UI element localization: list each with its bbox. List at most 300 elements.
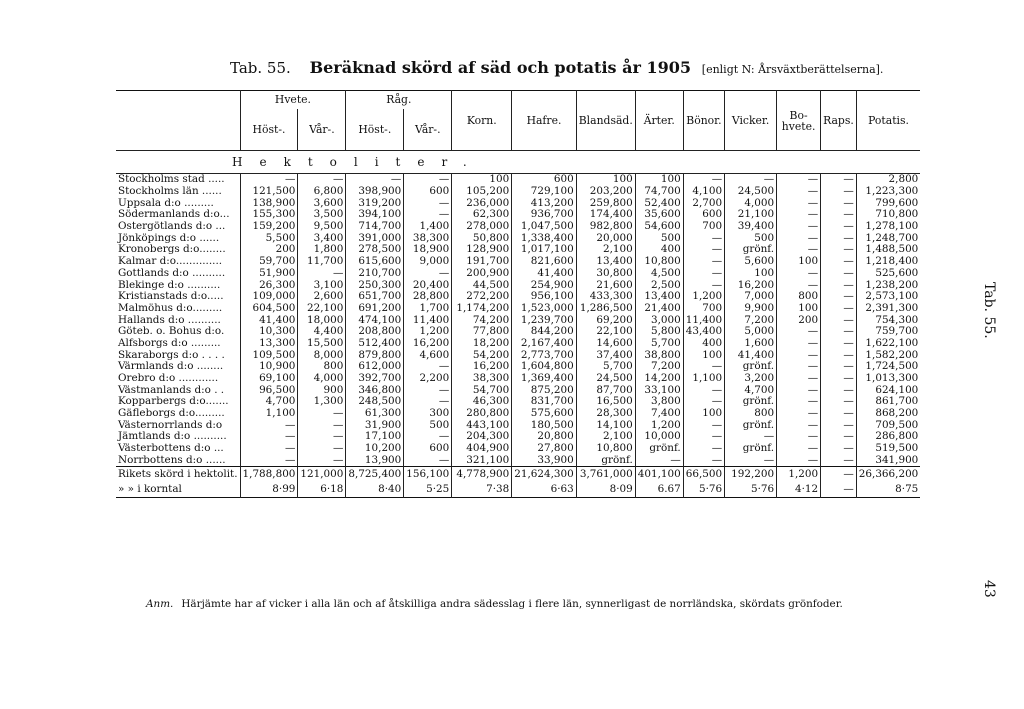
cell-value: 5·25 <box>404 482 452 498</box>
footnote-text: Härjämte har af vicker i alla län och af åtskilliga andra sädesslag i flere län, synnerligast de norrländska, skördats grönfoder. <box>181 598 843 610</box>
row-label: Örebro d:o ............ <box>118 372 219 385</box>
cell-value: 21,400 <box>635 303 683 315</box>
cell-value: 278,500 <box>346 244 404 256</box>
cell-value: 100 <box>777 303 821 315</box>
col-hvete: Hvete. <box>240 91 346 109</box>
cell-value: — <box>821 186 857 198</box>
table-row <box>116 209 920 221</box>
cell-value: 87,700 <box>576 384 635 396</box>
cell-value: 31,900 <box>346 419 404 431</box>
cell-value: grönf. <box>725 244 777 256</box>
table-row <box>116 256 920 268</box>
cell-value: 600 <box>683 209 724 221</box>
cell-value: 16,200 <box>404 338 452 350</box>
cell-value: — <box>821 232 857 244</box>
cell-value: — <box>298 431 346 443</box>
cell-value: 7·38 <box>452 482 512 498</box>
cell-value: 831,700 <box>512 396 577 408</box>
cell-value: 1,369,400 <box>512 373 577 385</box>
cell-value: 41,400 <box>725 349 777 361</box>
row-label: Norrbottens d:o ...... <box>118 454 226 466</box>
cell-value: 4,700 <box>725 384 777 396</box>
row-label: Västerbottens d:o ... <box>118 442 224 455</box>
cell-value: 821,600 <box>512 256 577 268</box>
cell-value: 21,100 <box>725 209 777 221</box>
cell-value: 500 <box>725 232 777 244</box>
table-row <box>116 396 920 408</box>
cell-value: — <box>777 232 821 244</box>
cell-value: 1,582,200 <box>856 349 920 361</box>
cell-value: 30,800 <box>576 268 635 280</box>
cell-value: 20,800 <box>512 431 577 443</box>
cell-value: — <box>683 256 724 268</box>
cell-value: — <box>821 443 857 455</box>
cell-value: — <box>821 482 857 498</box>
cell-value: 4,000 <box>298 373 346 385</box>
cell-value: — <box>821 338 857 350</box>
cell-value: 37,400 <box>576 349 635 361</box>
cell-value: 346,800 <box>346 384 404 396</box>
cell-value: 341,900 <box>856 455 920 467</box>
cell-value: 33,100 <box>635 384 683 396</box>
cell-value: 39,400 <box>725 221 777 233</box>
cell-value: 879,800 <box>346 349 404 361</box>
cell-value: — <box>683 396 724 408</box>
cell-value: — <box>777 373 821 385</box>
cell-value: 2,600 <box>298 291 346 303</box>
cell-value: 624,100 <box>856 384 920 396</box>
cell-value: 4,100 <box>683 186 724 198</box>
cell-value: 4,000 <box>725 197 777 209</box>
cell-value: 13,300 <box>240 338 298 350</box>
cell-value: 109,000 <box>240 291 298 303</box>
cell-value: — <box>404 268 452 280</box>
cell-value: 2,800 <box>856 174 920 186</box>
col-vicker: Vicker. <box>725 91 777 151</box>
cell-value: — <box>777 419 821 431</box>
cell-value: 3,200 <box>725 373 777 385</box>
cell-value: 50,800 <box>452 232 512 244</box>
cell-value: 1,223,300 <box>856 186 920 198</box>
cell-value: — <box>725 455 777 467</box>
cell-value: 433,300 <box>576 291 635 303</box>
col-rag: Råg. <box>346 91 452 109</box>
cell-value: 24,500 <box>576 373 635 385</box>
cell-value: 4,600 <box>404 349 452 361</box>
cell-value: 400 <box>683 338 724 350</box>
cell-value: 1,604,800 <box>512 361 577 373</box>
cell-value: 710,800 <box>856 209 920 221</box>
cell-value: 1,017,100 <box>512 244 577 256</box>
table-row <box>116 268 920 280</box>
cell-value: 3,000 <box>635 314 683 326</box>
cell-value: 392,700 <box>346 373 404 385</box>
cell-value: 46,300 <box>452 396 512 408</box>
cell-value: 250,300 <box>346 279 404 291</box>
cell-value: 5·76 <box>725 482 777 498</box>
cell-value: 272,200 <box>452 291 512 303</box>
cell-value: 8,000 <box>298 349 346 361</box>
cell-value: 100 <box>452 174 512 186</box>
cell-value: 2,200 <box>404 373 452 385</box>
cell-value: — <box>821 384 857 396</box>
cell-value: — <box>821 431 857 443</box>
cell-value: 800 <box>777 291 821 303</box>
col-blandsad: Blandsäd. <box>576 91 635 151</box>
cell-value: 2,773,700 <box>512 349 577 361</box>
cell-value: 300 <box>404 408 452 420</box>
cell-value: 16,200 <box>725 279 777 291</box>
cell-value: 174,400 <box>576 209 635 221</box>
cell-value: 1,218,400 <box>856 256 920 268</box>
cell-value: 1,523,000 <box>512 303 577 315</box>
cell-value: — <box>821 268 857 280</box>
cell-value: — <box>240 419 298 431</box>
cell-value: — <box>821 291 857 303</box>
cell-value: 868,200 <box>856 408 920 420</box>
cell-value: — <box>404 361 452 373</box>
cell-value: 28,800 <box>404 291 452 303</box>
cell-value: 8·99 <box>240 482 298 498</box>
table-row <box>116 326 920 338</box>
cell-value: 391,000 <box>346 232 404 244</box>
cell-value: 754,300 <box>856 314 920 326</box>
cell-value: 956,100 <box>512 291 577 303</box>
cell-value: 7,400 <box>635 408 683 420</box>
cell-value: — <box>683 455 724 467</box>
cell-value: — <box>404 174 452 186</box>
cell-value: 6·18 <box>298 482 346 498</box>
cell-value: 43,400 <box>683 326 724 338</box>
cell-value: 20,400 <box>404 279 452 291</box>
row-label: Västernorrlands d:o <box>118 419 223 431</box>
cell-value: 77,800 <box>452 326 512 338</box>
cell-value: 321,100 <box>452 455 512 467</box>
cell-value: 7,200 <box>725 314 777 326</box>
cell-value: 11,400 <box>683 314 724 326</box>
cell-value: 100 <box>683 408 724 420</box>
row-label: Värmlands d:o ........ <box>118 361 224 373</box>
cell-value: 26,366,200 <box>856 467 920 483</box>
cell-value: 3,400 <box>298 232 346 244</box>
cell-value: 500 <box>404 419 452 431</box>
cell-value: 278,000 <box>452 221 512 233</box>
cell-value: — <box>821 349 857 361</box>
cell-value: 17,100 <box>346 431 404 443</box>
cell-value: — <box>404 431 452 443</box>
cell-value: — <box>821 197 857 209</box>
col-bonor: Bönor. <box>683 91 724 151</box>
cell-value: 651,700 <box>346 291 404 303</box>
cell-value: 10,000 <box>635 431 683 443</box>
cell-value: — <box>404 396 452 408</box>
cell-value: 5·76 <box>683 482 724 498</box>
cell-value: 615,600 <box>346 256 404 268</box>
cell-value: 10,800 <box>576 443 635 455</box>
cell-value: 691,200 <box>346 303 404 315</box>
cell-value: — <box>777 361 821 373</box>
cell-value: 61,300 <box>346 408 404 420</box>
cell-value: 14,600 <box>576 338 635 350</box>
cell-value: 4,700 <box>240 396 298 408</box>
cell-value: — <box>821 373 857 385</box>
cell-value: 62,300 <box>452 209 512 221</box>
table-row <box>116 303 920 315</box>
cell-value: 1,300 <box>298 396 346 408</box>
cell-value: 9,500 <box>298 221 346 233</box>
cell-value: — <box>298 443 346 455</box>
col-hvete-var: Vår-. <box>298 109 346 151</box>
cell-value: 100 <box>777 256 821 268</box>
cell-value: 26,300 <box>240 279 298 291</box>
cell-value: — <box>240 431 298 443</box>
cell-value: 16,200 <box>452 361 512 373</box>
cell-value: 6,800 <box>298 186 346 198</box>
row-label: Malmöhus d:o......... <box>118 302 223 314</box>
table-row <box>116 232 920 244</box>
row-label: Kopparbergs d:o....... <box>118 396 229 408</box>
cell-value: — <box>777 186 821 198</box>
table-row <box>116 408 920 420</box>
cell-value: 700 <box>683 303 724 315</box>
cell-value: 28,300 <box>576 408 635 420</box>
cell-value: — <box>725 174 777 186</box>
cell-value: 100 <box>635 174 683 186</box>
cell-value: 4,400 <box>298 326 346 338</box>
cell-value: 41,400 <box>240 314 298 326</box>
cell-value: 2,500 <box>635 279 683 291</box>
cell-value: 21,624,300 <box>512 467 577 483</box>
cell-value: 27,800 <box>512 443 577 455</box>
table-row <box>116 361 920 373</box>
cell-value: 612,000 <box>346 361 404 373</box>
cell-value: 400 <box>635 244 683 256</box>
table-row <box>116 186 920 198</box>
cell-value: — <box>683 279 724 291</box>
cell-value: 512,400 <box>346 338 404 350</box>
cell-value: 210,700 <box>346 268 404 280</box>
table-source-note: [enligt N: Årsväxtberättelserna]. <box>701 63 884 76</box>
cell-value: 204,300 <box>452 431 512 443</box>
cell-value: 4,778,900 <box>452 467 512 483</box>
cell-value: 2,573,100 <box>856 291 920 303</box>
cell-value: — <box>777 209 821 221</box>
cell-value: 519,500 <box>856 443 920 455</box>
cell-value: 1,724,500 <box>856 361 920 373</box>
row-label: » » i korntal <box>118 483 182 496</box>
cell-value: 280,800 <box>452 408 512 420</box>
cell-value: 600 <box>404 186 452 198</box>
cell-value: 38,300 <box>404 232 452 244</box>
cell-value: 2,100 <box>576 244 635 256</box>
table-number: Tab. 55. <box>230 59 291 77</box>
cell-value: 128,900 <box>452 244 512 256</box>
cell-value: grönf. <box>725 361 777 373</box>
cell-value: 52,400 <box>635 197 683 209</box>
cell-value: 96,500 <box>240 384 298 396</box>
cell-value: 10,800 <box>635 256 683 268</box>
cell-value: 9,000 <box>404 256 452 268</box>
col-hvete-host: Höst-. <box>240 109 298 151</box>
cell-value: 10,300 <box>240 326 298 338</box>
cell-value: — <box>683 174 724 186</box>
cell-value: 8·75 <box>856 482 920 498</box>
cell-value: 38,300 <box>452 373 512 385</box>
cell-value: grönf. <box>725 443 777 455</box>
footnote <box>146 598 843 610</box>
cell-value: — <box>821 396 857 408</box>
cell-value: 1,047,500 <box>512 221 577 233</box>
col-rag-var: Vår-. <box>404 109 452 151</box>
cell-value: 180,500 <box>512 419 577 431</box>
cell-value: — <box>821 209 857 221</box>
cell-value: 3,800 <box>635 396 683 408</box>
cell-value: 109,500 <box>240 349 298 361</box>
cell-value: 5,800 <box>635 326 683 338</box>
row-label: Skaraborgs d:o . . . . <box>118 349 225 361</box>
row-label: Kalmar d:o.............. <box>118 255 223 268</box>
cell-value: — <box>821 256 857 268</box>
table-row <box>116 419 920 431</box>
cell-value: 729,100 <box>512 186 577 198</box>
cell-value: 5,700 <box>635 338 683 350</box>
footnote-label: Anm. <box>146 598 174 610</box>
row-label: Jämtlands d:o .......... <box>118 431 227 443</box>
row-label: Jönköpings d:o ...... <box>118 232 220 244</box>
cell-value: — <box>821 221 857 233</box>
cell-value: 13,400 <box>635 291 683 303</box>
col-potatis: Potatis. <box>856 91 920 151</box>
cell-value: 69,100 <box>240 373 298 385</box>
cell-value: 155,300 <box>240 209 298 221</box>
cell-value: 1,238,200 <box>856 279 920 291</box>
cell-value: 254,900 <box>512 279 577 291</box>
cell-value: 1,100 <box>240 408 298 420</box>
cell-value: 875,200 <box>512 384 577 396</box>
side-tab-label: Tab. 55. <box>981 282 997 339</box>
cell-value: 13,400 <box>576 256 635 268</box>
cell-value: 500 <box>635 232 683 244</box>
cell-value: 1,800 <box>298 244 346 256</box>
cell-value: 3,600 <box>298 197 346 209</box>
cell-value: 200 <box>240 244 298 256</box>
cell-value: 1,200 <box>404 326 452 338</box>
cell-value: 159,200 <box>240 221 298 233</box>
cell-value: 192,200 <box>725 467 777 483</box>
cell-value: 1,400 <box>404 221 452 233</box>
col-hafre: Hafre. <box>512 91 577 151</box>
table-row <box>116 384 920 396</box>
cell-value: 21,600 <box>576 279 635 291</box>
cell-value: 100 <box>725 268 777 280</box>
cell-value: — <box>777 338 821 350</box>
table-row <box>116 431 920 443</box>
cell-value: — <box>240 443 298 455</box>
cell-value: 203,200 <box>576 186 635 198</box>
cell-value: 6·63 <box>512 482 577 498</box>
row-label: Göteb. o. Bohus d:o. <box>118 325 225 338</box>
cell-value: 1,278,100 <box>856 221 920 233</box>
page-number: 43 <box>981 580 997 598</box>
cell-value: — <box>298 268 346 280</box>
cell-value: — <box>777 408 821 420</box>
totals-row <box>116 467 920 483</box>
cell-value: — <box>777 443 821 455</box>
cell-value: — <box>683 419 724 431</box>
cell-value: 1,700 <box>404 303 452 315</box>
cell-value: grönf. <box>576 455 635 467</box>
cell-value: 100 <box>576 174 635 186</box>
cell-value: — <box>821 455 857 467</box>
cell-value: 398,900 <box>346 186 404 198</box>
cell-value: 936,700 <box>512 209 577 221</box>
cell-value: — <box>821 467 857 483</box>
cell-value: 3,500 <box>298 209 346 221</box>
cell-value: 2,391,300 <box>856 303 920 315</box>
cell-value: 1,788,800 <box>240 467 298 483</box>
cell-value: 18,000 <box>298 314 346 326</box>
page-title <box>230 58 930 77</box>
cell-value: 200,900 <box>452 268 512 280</box>
cell-value: — <box>298 408 346 420</box>
table-row <box>116 349 920 361</box>
cell-value: 700 <box>683 221 724 233</box>
cell-value: 714,700 <box>346 221 404 233</box>
col-rag-host: Höst-. <box>346 109 404 151</box>
cell-value: 600 <box>404 443 452 455</box>
cell-value: 1,200 <box>635 419 683 431</box>
table-row <box>116 455 920 467</box>
cell-value: 14,200 <box>635 373 683 385</box>
table-row <box>116 338 920 350</box>
cell-value: 51,900 <box>240 268 298 280</box>
cell-value: 861,700 <box>856 396 920 408</box>
cell-value: 10,200 <box>346 443 404 455</box>
row-label: Gäfleborgs d:o......... <box>118 407 225 420</box>
cell-value: — <box>821 361 857 373</box>
cell-value: — <box>346 174 404 186</box>
cell-value: grönf. <box>725 396 777 408</box>
cell-value: — <box>683 431 724 443</box>
row-label: Gottlands d:o .......... <box>118 267 226 279</box>
cell-value: 24,500 <box>725 186 777 198</box>
cell-value: 33,900 <box>512 455 577 467</box>
row-label: Uppsala d:o ......... <box>118 197 214 209</box>
table-row <box>116 279 920 291</box>
cell-value: 38,800 <box>635 349 683 361</box>
table-row <box>116 291 920 303</box>
cell-value: 1,239,700 <box>512 314 577 326</box>
cell-value: 74,700 <box>635 186 683 198</box>
cell-value: — <box>683 384 724 396</box>
cell-value: 759,700 <box>856 326 920 338</box>
cell-value: 1,013,300 <box>856 373 920 385</box>
cell-value: 319,200 <box>346 197 404 209</box>
cell-value: 2,167,400 <box>512 338 577 350</box>
cell-value: 22,100 <box>576 326 635 338</box>
cell-value: 54,200 <box>452 349 512 361</box>
table-title: Beräknad skörd af säd och potatis år 1905 <box>309 58 691 77</box>
cell-value: 5,700 <box>576 361 635 373</box>
cell-value: — <box>240 455 298 467</box>
cell-value: — <box>683 361 724 373</box>
cell-value: 14,100 <box>576 419 635 431</box>
cell-value: 799,600 <box>856 197 920 209</box>
cell-value: 5,000 <box>725 326 777 338</box>
cell-value: — <box>821 419 857 431</box>
cell-value: 9,900 <box>725 303 777 315</box>
col-raps: Raps. <box>821 91 857 151</box>
